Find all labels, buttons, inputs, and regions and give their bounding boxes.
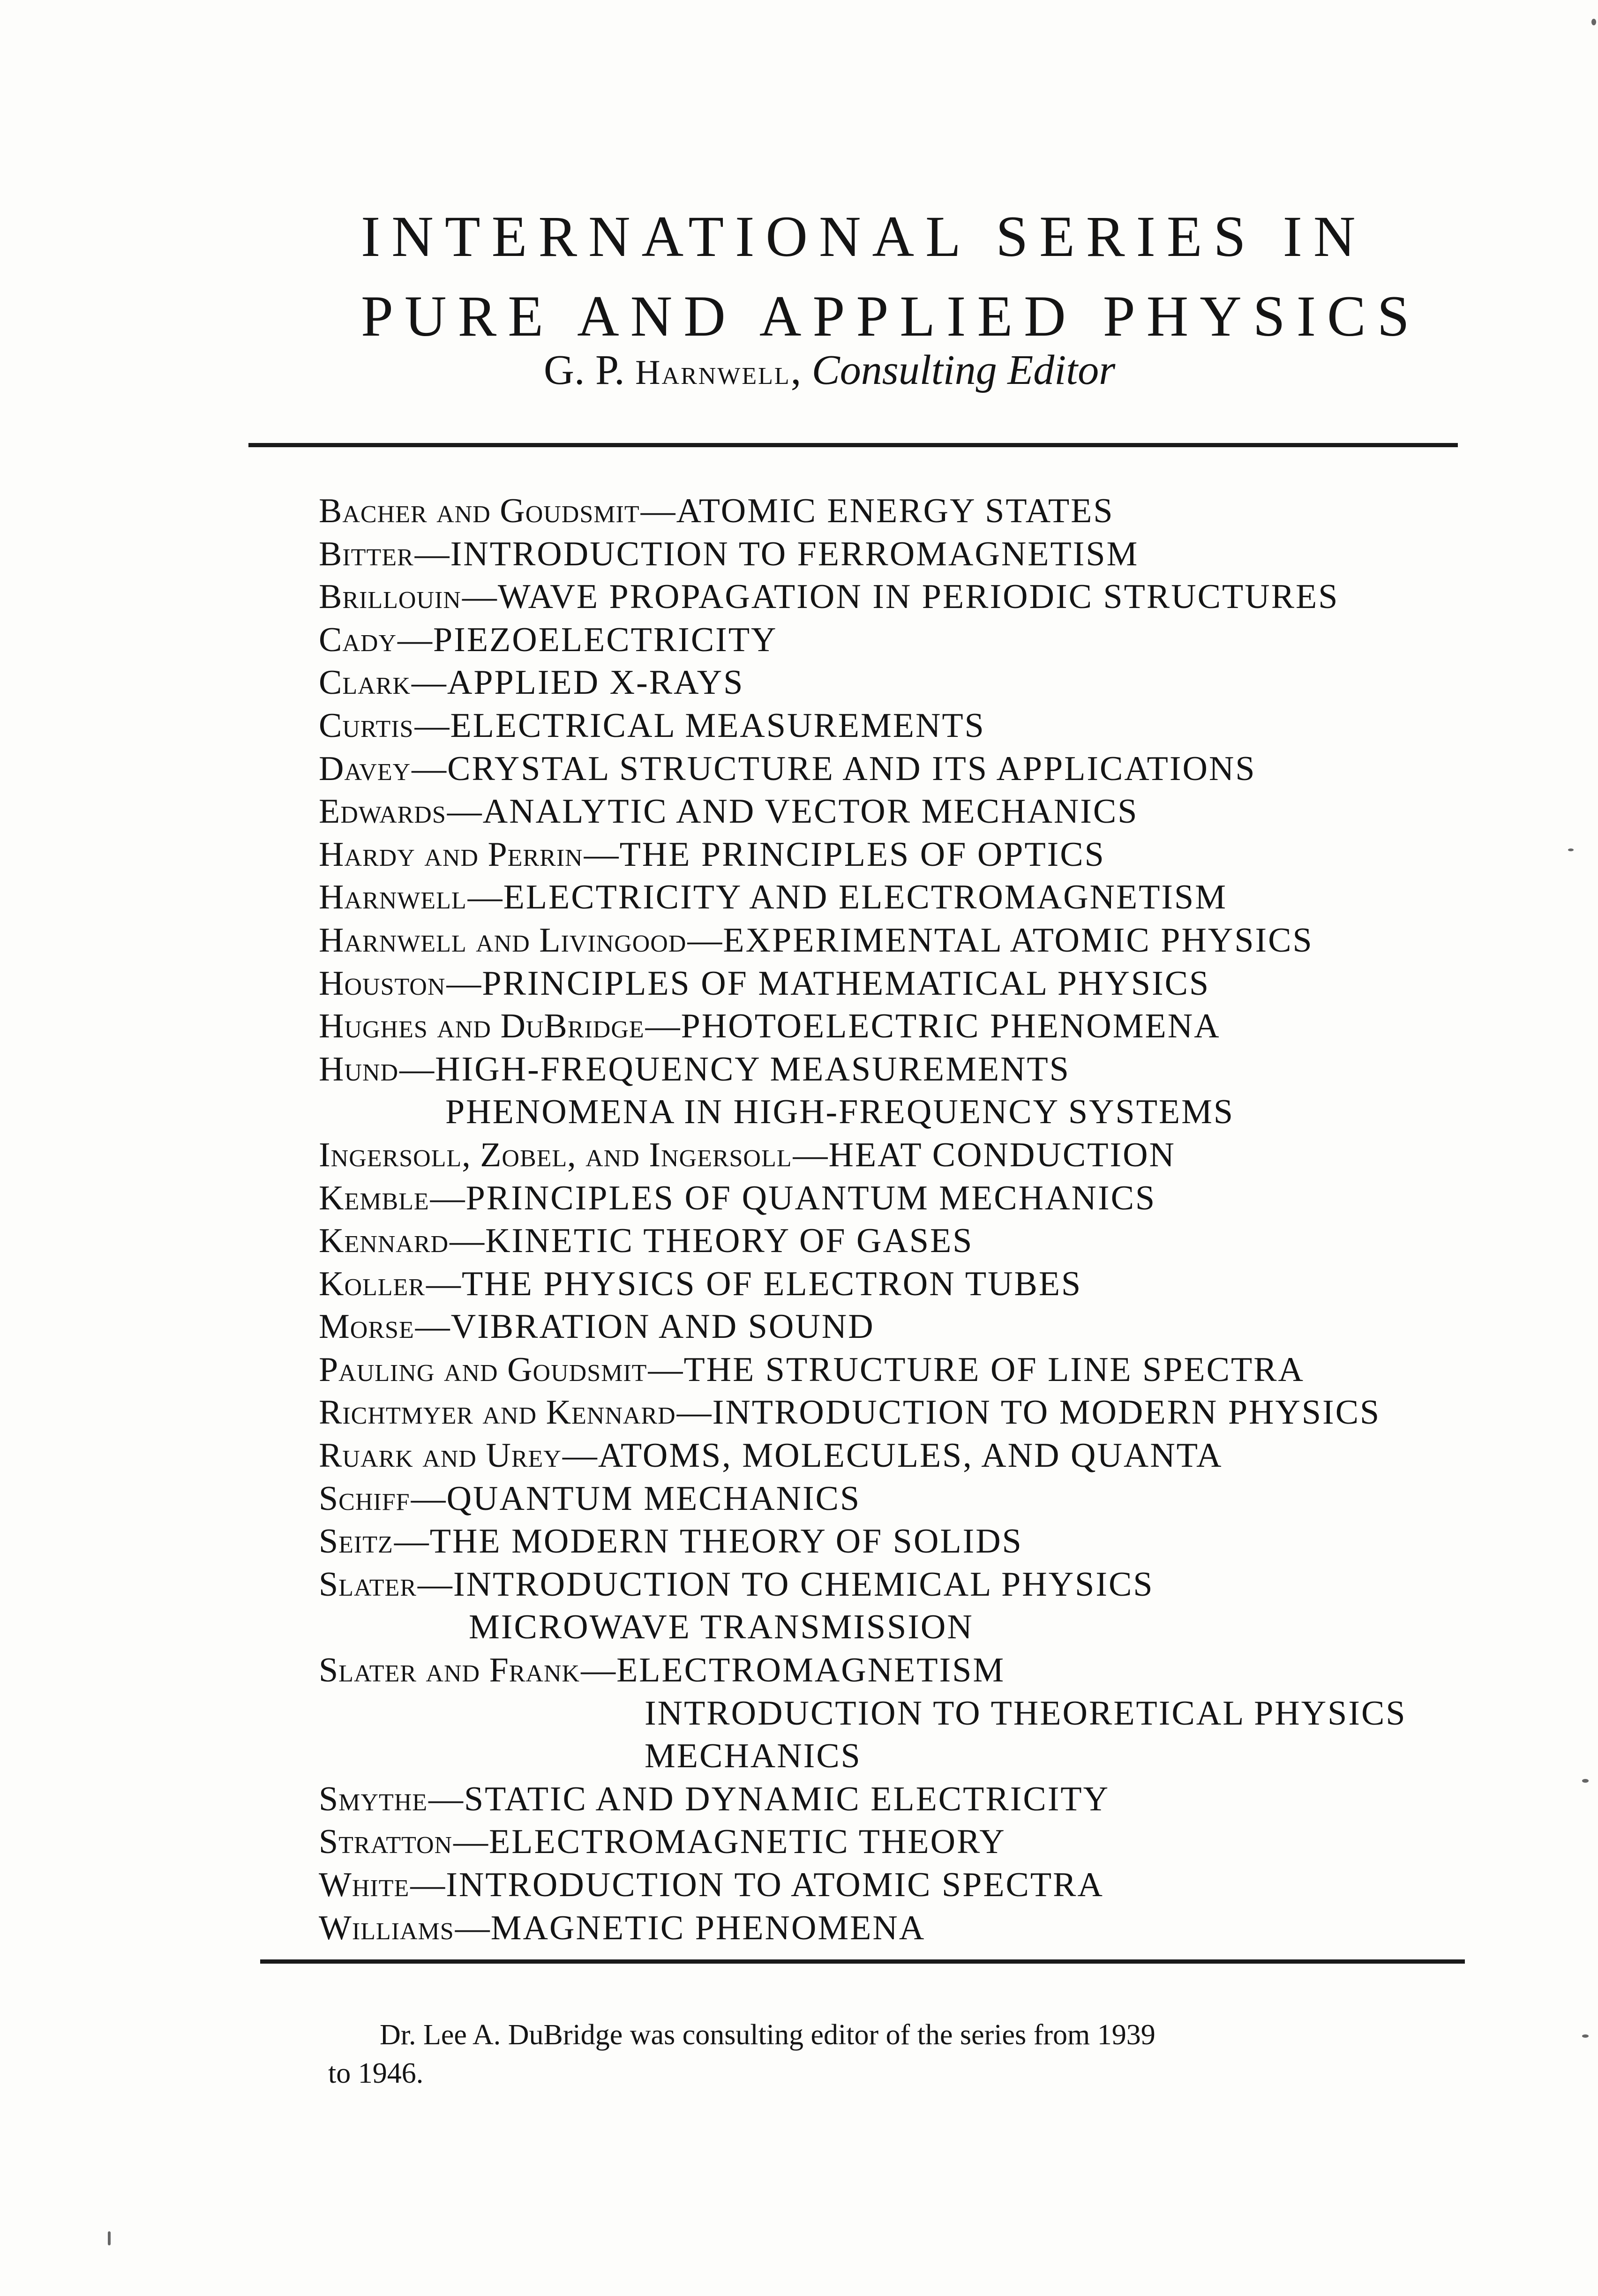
scan-speck [1591, 19, 1596, 25]
bottom-rule [260, 1959, 1465, 1964]
book-title: THE MODERN THEORY OF SOLIDS [429, 1522, 1023, 1561]
book-separator: — [411, 663, 446, 702]
scan-speck [108, 2231, 111, 2245]
book-separator: — [414, 706, 450, 745]
book-author: Curtis [319, 706, 414, 745]
book-entry [319, 490, 1467, 533]
book-separator: — [462, 578, 497, 616]
book-title: MICROWAVE TRANSMISSION [469, 1608, 974, 1647]
book-entry [319, 1563, 1467, 1606]
book-entry [319, 1649, 1467, 1692]
book-entry [319, 1306, 1467, 1349]
book-entry [319, 1907, 1467, 1950]
book-title: THE PRINCIPLES OF OPTICS [619, 835, 1105, 874]
book-entry [319, 1091, 1467, 1134]
book-title: VIBRATION AND SOUND [450, 1307, 875, 1346]
footnote-line-1: Dr. Lee A. DuBridge was consulting editor of the series from 1939 [380, 2019, 1155, 2051]
book-author: Richtmyer and Kennard [319, 1393, 676, 1432]
book-entry [319, 705, 1467, 748]
book-author: Houston [319, 964, 446, 1003]
book-entry [319, 876, 1467, 919]
book-title: THE PHYSICS OF ELECTRON TUBES [461, 1264, 1082, 1303]
book-author: Williams [319, 1908, 454, 1947]
book-author: Morse [319, 1307, 414, 1346]
book-separator: — [417, 1565, 452, 1604]
book-entry [319, 1434, 1467, 1478]
book-title: INTRODUCTION TO FERROMAGNETISM [450, 534, 1139, 573]
book-author: Pauling and Goudsmit [319, 1350, 647, 1389]
book-author: Slater and Frank [319, 1651, 580, 1690]
book-title: MAGNETIC PHENOMENA [490, 1908, 926, 1947]
series-title [361, 197, 1421, 356]
book-separator: — [430, 1178, 465, 1217]
book-author: Harnwell and Livingood [319, 921, 687, 960]
book-separator: — [562, 1436, 597, 1475]
book-entry [319, 790, 1467, 833]
book-separator: — [414, 534, 450, 573]
book-title: PHOTOELECTRIC PHENOMENA [681, 1007, 1221, 1046]
series-title-line-2: PURE AND APPLIED PHYSICS [361, 284, 1421, 348]
book-entry [319, 1778, 1467, 1821]
book-separator: — [410, 1866, 445, 1904]
book-title: ATOMS, MOLECULES, AND QUANTA [598, 1436, 1223, 1475]
book-entry [319, 1606, 1467, 1649]
book-entry [319, 1692, 1467, 1735]
book-author: White [319, 1866, 410, 1904]
editor-name: Harnwell [635, 353, 791, 392]
book-list [319, 490, 1467, 1950]
book-entry [319, 533, 1467, 576]
book-separator: — [687, 921, 722, 960]
book-entry [319, 833, 1467, 877]
book-author: Smythe [319, 1779, 428, 1818]
book-title: PRINCIPLES OF QUANTUM MECHANICS [465, 1178, 1156, 1217]
book-separator: — [447, 792, 482, 831]
book-entry [319, 1263, 1467, 1306]
book-title: APPLIED X-RAYS [447, 663, 744, 702]
book-separator: — [426, 1264, 461, 1303]
book-author: Hughes and DuBridge [319, 1007, 645, 1046]
book-author: Harnwell [319, 878, 467, 917]
book-entry [319, 1735, 1467, 1778]
book-separator: — [446, 964, 481, 1003]
book-separator: — [415, 1307, 450, 1346]
book-title: THE STRUCTURE OF LINE SPECTRA [683, 1350, 1305, 1389]
editor-separator: , [790, 347, 812, 393]
book-separator: — [645, 1007, 680, 1046]
book-separator: — [584, 835, 619, 874]
book-title: PIEZOELECTRICITY [433, 620, 778, 659]
book-title: MECHANICS [645, 1737, 862, 1776]
book-author: Brillouin [319, 578, 461, 616]
scan-speck [1582, 2034, 1589, 2038]
book-title: KINETIC THEORY OF GASES [485, 1222, 974, 1261]
book-author: Bacher and Goudsmit [319, 492, 640, 530]
book-title: PRINCIPLES OF MATHEMATICAL PHYSICS [482, 964, 1210, 1003]
book-author: Davey [319, 749, 411, 788]
book-title: CRYSTAL STRUCTURE AND ITS APPLICATIONS [447, 749, 1256, 788]
book-title: ANALYTIC AND VECTOR MECHANICS [482, 792, 1139, 831]
book-entry [319, 1005, 1467, 1048]
book-entry [319, 661, 1467, 705]
book-title: WAVE PROPAGATION IN PERIODIC STRUCTURES [497, 578, 1339, 616]
book-entry [319, 1134, 1467, 1177]
book-author: Stratton [319, 1823, 453, 1861]
book-author: Hardy and Perrin [319, 835, 583, 874]
book-author: Cady [319, 620, 397, 659]
consulting-editor-line [544, 345, 1247, 398]
book-entry [319, 576, 1467, 619]
editor-initials: G. P. [544, 347, 636, 393]
book-entry [319, 1864, 1467, 1907]
book-entry [319, 962, 1467, 1005]
book-separator: — [640, 492, 675, 530]
book-title: HIGH-FREQUENCY MEASUREMENTS [435, 1050, 1070, 1088]
book-entry [319, 1177, 1467, 1220]
book-author: Seitz [319, 1522, 393, 1561]
book-separator: — [450, 1222, 485, 1261]
book-separator: — [648, 1350, 683, 1389]
book-author: Ingersoll, Zobel, and Ingersoll [319, 1135, 792, 1174]
book-title: INTRODUCTION TO CHEMICAL PHYSICS [453, 1565, 1154, 1604]
book-author: Ruark and Urey [319, 1436, 562, 1475]
book-separator: — [394, 1522, 429, 1561]
book-entry [319, 748, 1467, 791]
book-title: ELECTRICITY AND ELECTROMAGNETISM [503, 878, 1227, 917]
book-entry [319, 1520, 1467, 1563]
scan-speck [1568, 848, 1574, 851]
book-separator: — [453, 1823, 488, 1861]
book-entry [319, 1821, 1467, 1864]
book-author: Kennard [319, 1222, 449, 1261]
book-title: STATIC AND DYNAMIC ELECTRICITY [464, 1779, 1110, 1818]
book-entry [319, 1048, 1467, 1091]
book-title: PHENOMENA IN HIGH-FREQUENCY SYSTEMS [445, 1093, 1235, 1132]
book-title: INTRODUCTION TO ATOMIC SPECTRA [446, 1866, 1104, 1904]
book-title: ELECTRICAL MEASUREMENTS [450, 706, 985, 745]
footnote-line-2: to 1946. [328, 2057, 424, 2089]
book-entry [319, 919, 1467, 962]
book-title: ELECTROMAGNETISM [616, 1651, 1005, 1690]
book-author: Slater [319, 1565, 417, 1604]
book-separator: — [412, 749, 447, 788]
book-entry [319, 1391, 1467, 1434]
scan-speck [1582, 1779, 1589, 1783]
series-title-line-1: INTERNATIONAL SERIES IN [361, 204, 1367, 269]
book-title: EXPERIMENTAL ATOMIC PHYSICS [723, 921, 1313, 960]
book-title: HEAT CONDUCTION [828, 1135, 1176, 1174]
book-entry [319, 619, 1467, 662]
book-separator: — [428, 1779, 464, 1818]
book-entry [319, 1349, 1467, 1392]
book-title: INTRODUCTION TO THEORETICAL PHYSICS [645, 1694, 1407, 1733]
top-rule [248, 443, 1458, 447]
book-author: Clark [319, 663, 411, 702]
book-separator: — [411, 1479, 446, 1518]
book-author: Koller [319, 1264, 425, 1303]
book-separator: — [581, 1651, 616, 1690]
book-separator: — [793, 1135, 828, 1174]
book-title: INTRODUCTION TO MODERN PHYSICS [712, 1393, 1381, 1432]
editor-role: Consulting Editor [811, 347, 1116, 393]
book-author: Schiff [319, 1479, 410, 1518]
book-author: Kemble [319, 1178, 429, 1217]
book-title: QUANTUM MECHANICS [446, 1479, 861, 1518]
book-separator: — [467, 878, 503, 917]
book-title: ELECTROMAGNETIC THEORY [489, 1823, 1006, 1861]
book-title: ATOMIC ENERGY STATES [676, 492, 1114, 530]
book-separator: — [455, 1908, 490, 1947]
book-author: Edwards [319, 792, 446, 831]
book-author: Bitter [319, 534, 414, 573]
book-separator: — [398, 620, 433, 659]
book-entry [319, 1220, 1467, 1263]
book-author: Hund [319, 1050, 399, 1088]
footnote [328, 2016, 1453, 2093]
book-entry [319, 1478, 1467, 1521]
book-separator: — [676, 1393, 712, 1432]
book-separator: — [399, 1050, 435, 1088]
